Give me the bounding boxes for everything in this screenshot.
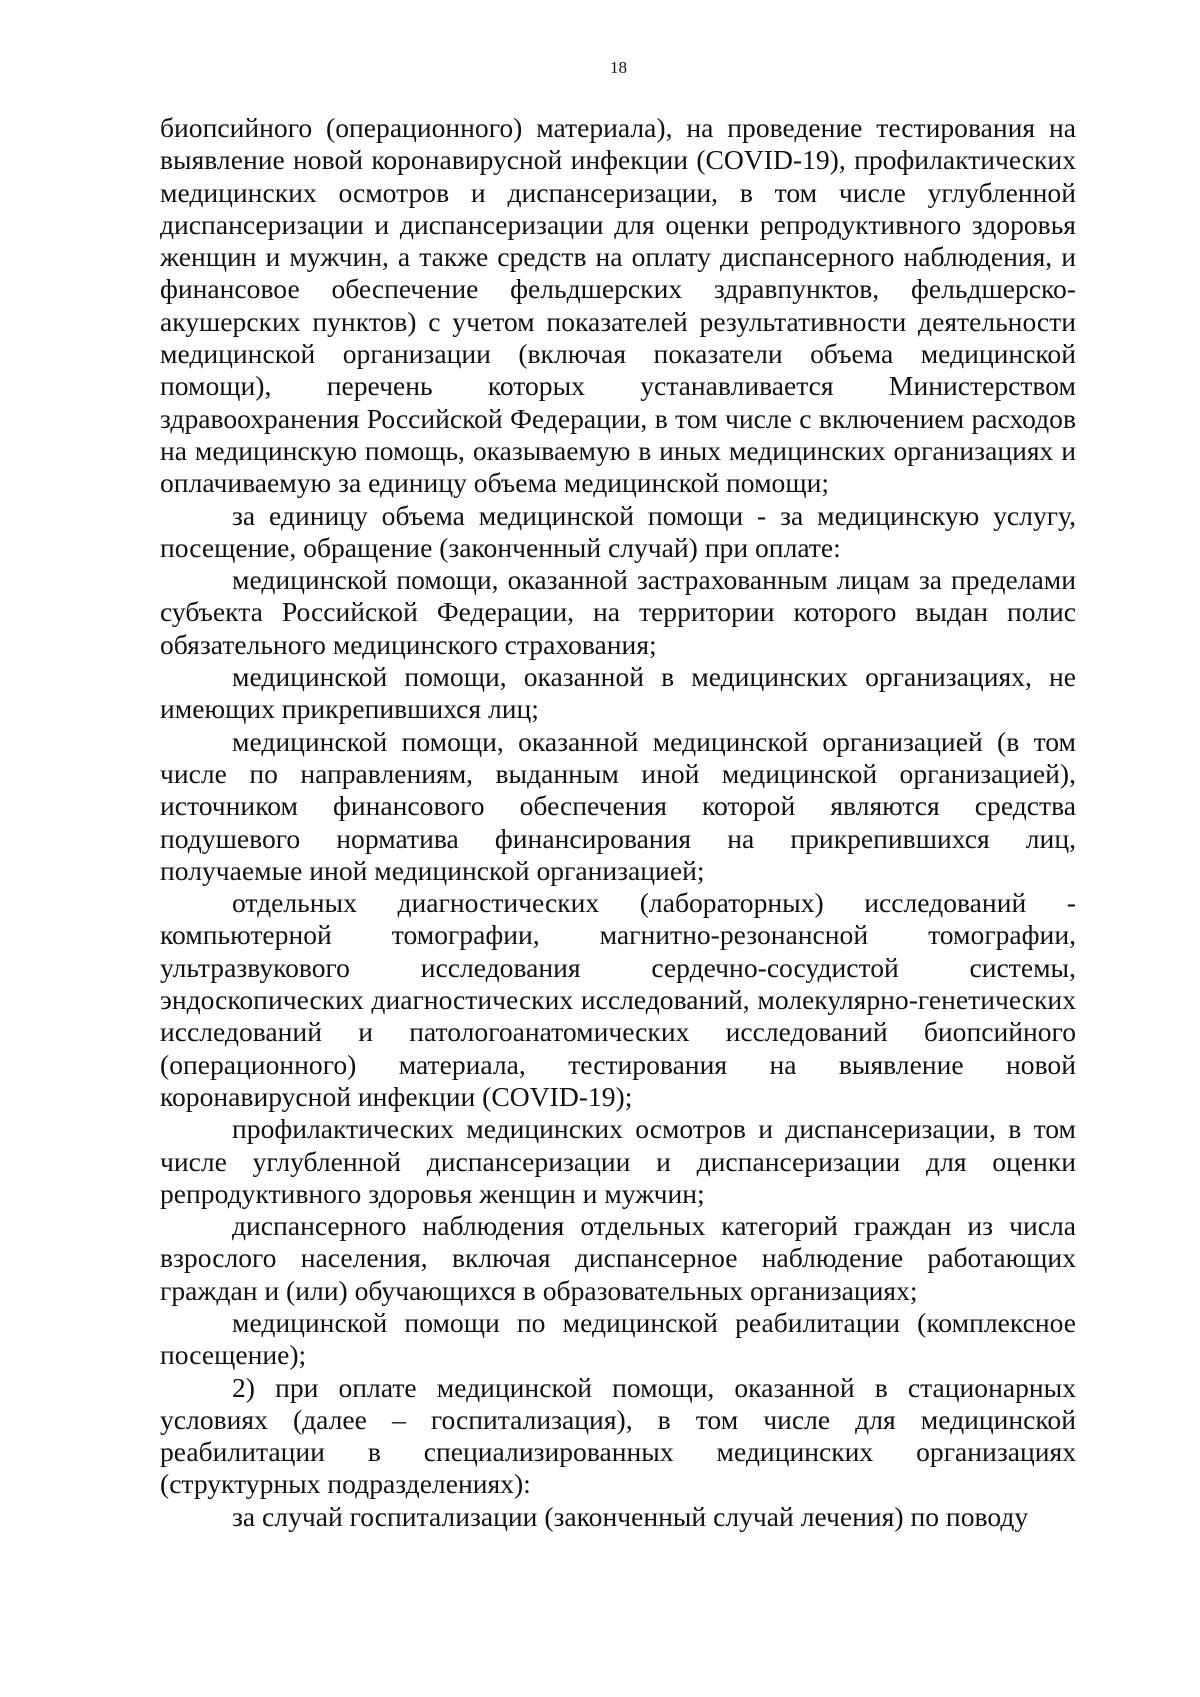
paragraph-dispensary-observation: диспансерного наблюдения отдельных категорий граждан из числа взрослого населения, включая диспансерное наблюдение работающих граждан и (или) обучающихся в образовательных организациях; xyxy=(160,1210,1076,1306)
document-body xyxy=(160,112,1076,1533)
paragraph-hospitalization-case: за случай госпитализации (законченный случай лечения) по поводу xyxy=(232,1500,1029,1532)
paragraph-preventive-exams: профилактических медицинских осмотров и диспансеризации, в том числе углубленной диспансеризации и диспансеризации для оценки репродуктивного здоровья женщин и мужчин; xyxy=(160,1113,1076,1209)
paragraph-no-attached-persons: медицинской помощи, оказанной в медицинских организациях, не имеющих прикрепившихся лиц; xyxy=(160,661,1076,725)
paragraph-rehabilitation: медицинской помощи по медицинской реабилитации (комплексное посещение); xyxy=(160,1306,1076,1371)
page-number: 18 xyxy=(610,58,627,77)
paragraph-inpatient-payment: 2) при оплате медицинской помощи, оказанной в стационарных условиях (далее – госпитализация), в том числе для медицинской реабилитации в специализированных медицинских организациях (структурных подразделениях): xyxy=(160,1371,1076,1500)
paragraph-insured-outside-region: медицинской помощи, оказанной застрахованным лицам за пределами субъекта Российской Федерации, на территории которого выдан полис обязательного медицинского страхования; xyxy=(160,564,1076,660)
paragraph-unit-of-volume: за единицу объема медицинской помощи - за медицинскую услугу, посещение, обращение (законченный случай) при оплате: xyxy=(160,499,1076,563)
paragraph-referrals: медицинской помощи, оказанной медицинской организацией (в том числе по направлениям, выданным иной медицинской организацией), источником финансового обеспечения которой являются средства подушевого норматива финансирования на прикрепившихся лиц, получаемые иной медицинской организацией; xyxy=(160,725,1076,886)
paragraph-continuation: биопсийного (операционного) материала), на проведение тестирования на выявление новой коронавирусной инфекции (COVID-19), профилактических медицинских осмотров и диспансеризации, в том числе углубленной диспансеризации и диспансеризации для оценки репродуктивного здоровья женщин и мужчин, а также средств на оплату диспансерного наблюдения, и финансовое обеспечение фельдшерских здравпунктов, фельдшерско-акушерских пунктов) с учетом показателей результативности деятельности медицинской организации (включая показатели объема медицинской помощи), перечень которых устанавливается Министерством здравоохранения Российской Федерации, в том числе с включением расходов на медицинскую помощь, оказываемую в иных медицинских организациях и оплачиваемую за единицу объема медицинской помощи; xyxy=(160,112,1076,499)
paragraph-diagnostic-studies: отдельных диагностических (лабораторных) исследований - компьютерной томографии, магнитно-резонансной томографии, ультразвукового исследования сердечно-сосудистой системы, эндоскопических диагностических исследований, молекулярно-генетических исследований и патологоанатомических исследований биопсийного (операционного) материала, тестирования на выявление новой коронавирусной инфекции (COVID-19); xyxy=(160,887,1076,1112)
